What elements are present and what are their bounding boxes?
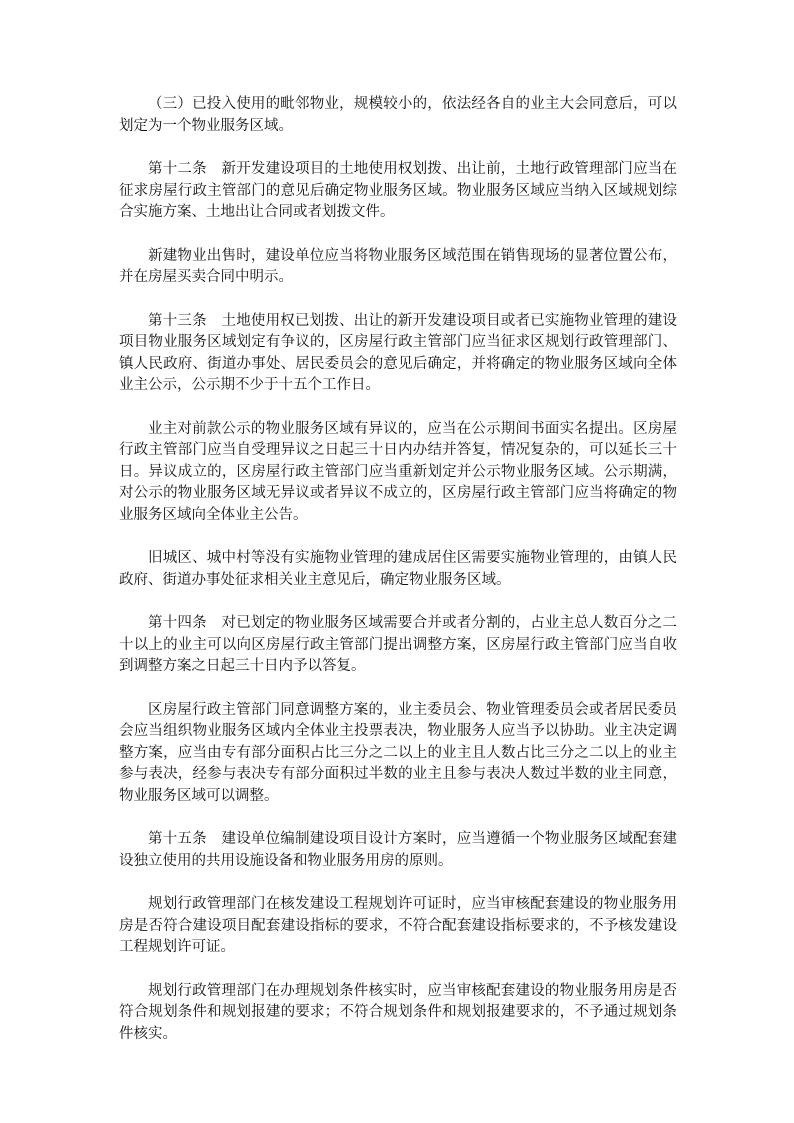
article-14-paragraph: 第十四条 对已划定的物业服务区域需要合并或者分割的，占业主总人数百分之二十以上的业主可以向区房屋行政主管部门提出调整方案，区房屋行政主管部门应当自收到调整方案之日起三十日内予以答复。 — [119, 615, 677, 674]
document-body — [119, 94, 677, 1067]
article-15-paragraph-3: 规划行政管理部门在办理规划条件核实时，应当审核配套建设的物业服务用房是否符合规划条件和规划报建的要求；不符合规划条件和规划报建要求的，不予通过规划条件核实。 — [119, 982, 677, 1042]
paragraph-item-3: （三）已投入使用的毗邻物业，规模较小的，依法经各自的业主大会同意后，可以划定为一个物业服务区域。 — [119, 96, 677, 134]
article-15-paragraph-2: 规划行政管理部门在核发建设工程规划许可证时，应当审核配套建设的物业服务用房是否符合建设项目配套建设指标的要求，不符合配套建设指标要求的，不予核发建设工程规划许可证。 — [119, 896, 677, 955]
article-12-paragraph: 第十二条 新开发建设项目的土地使用权划拨、出让前，土地行政管理部门应当在征求房屋行政主管部门的意见后确定物业服务区域。物业服务区域应当纳入区域规划综合实施方案、土地出让合同或者划拨文件。 — [119, 161, 677, 220]
article-13-paragraph-2: 业主对前款公示的物业服务区域有异议的，应当在公示期间书面实名提出。区房屋行政主管部门应当自受理异议之日起三十日内办结并答复，情况复杂的，可以延长三十日。异议成立的，区房屋行政主管部门应当重新划定并公示物业服务区域。公示期满，对公示的物业服务区域无异议或者异议不成立的，区房屋行政主管部门应当将确定的物业服务区域向全体业主公告。 — [119, 420, 677, 523]
article-14-paragraph-2: 区房屋行政主管部门同意调整方案的，业主委员会、物业管理委员会或者居民委员会应当组织物业服务区域内全体业主投票表决，物业服务人应当予以协助。业主决定调整方案，应当由专有部分面积占比三分之二以上的业主且人数占比三分之二以上的业主参与表决，经参与表决专有部分面积过半数的业主且参与表决人数过半数的业主同意，物业服务区域可以调整。 — [119, 701, 677, 804]
article-15-paragraph: 第十五条 建设单位编制建设项目设计方案时，应当遵循一个物业服务区域配套建设独立使用的共用设施设备和物业服务用房的原则。 — [119, 831, 677, 869]
article-13-paragraph-3: 旧城区、城中村等没有实施物业管理的建成居住区需要实施物业管理的，由镇人民政府、街道办事处征求相关业主意见后，确定物业服务区域。 — [119, 550, 677, 588]
article-12-paragraph-2: 新建物业出售时，建设单位应当将物业服务区域范围在销售现场的显著位置公布，并在房屋买卖合同中明示。 — [119, 247, 677, 285]
article-13-paragraph: 第十三条 土地使用权已划拨、出让的新开发建设项目或者已实施物业管理的建设项目物业服务区域划定有争议的，区房屋行政主管部门应当征求区规划行政管理部门、镇人民政府、街道办事处、居民委员会的意见后确定，并将确定的物业服务区域向全体业主公示，公示期不少于十五个工作日。 — [119, 312, 677, 393]
